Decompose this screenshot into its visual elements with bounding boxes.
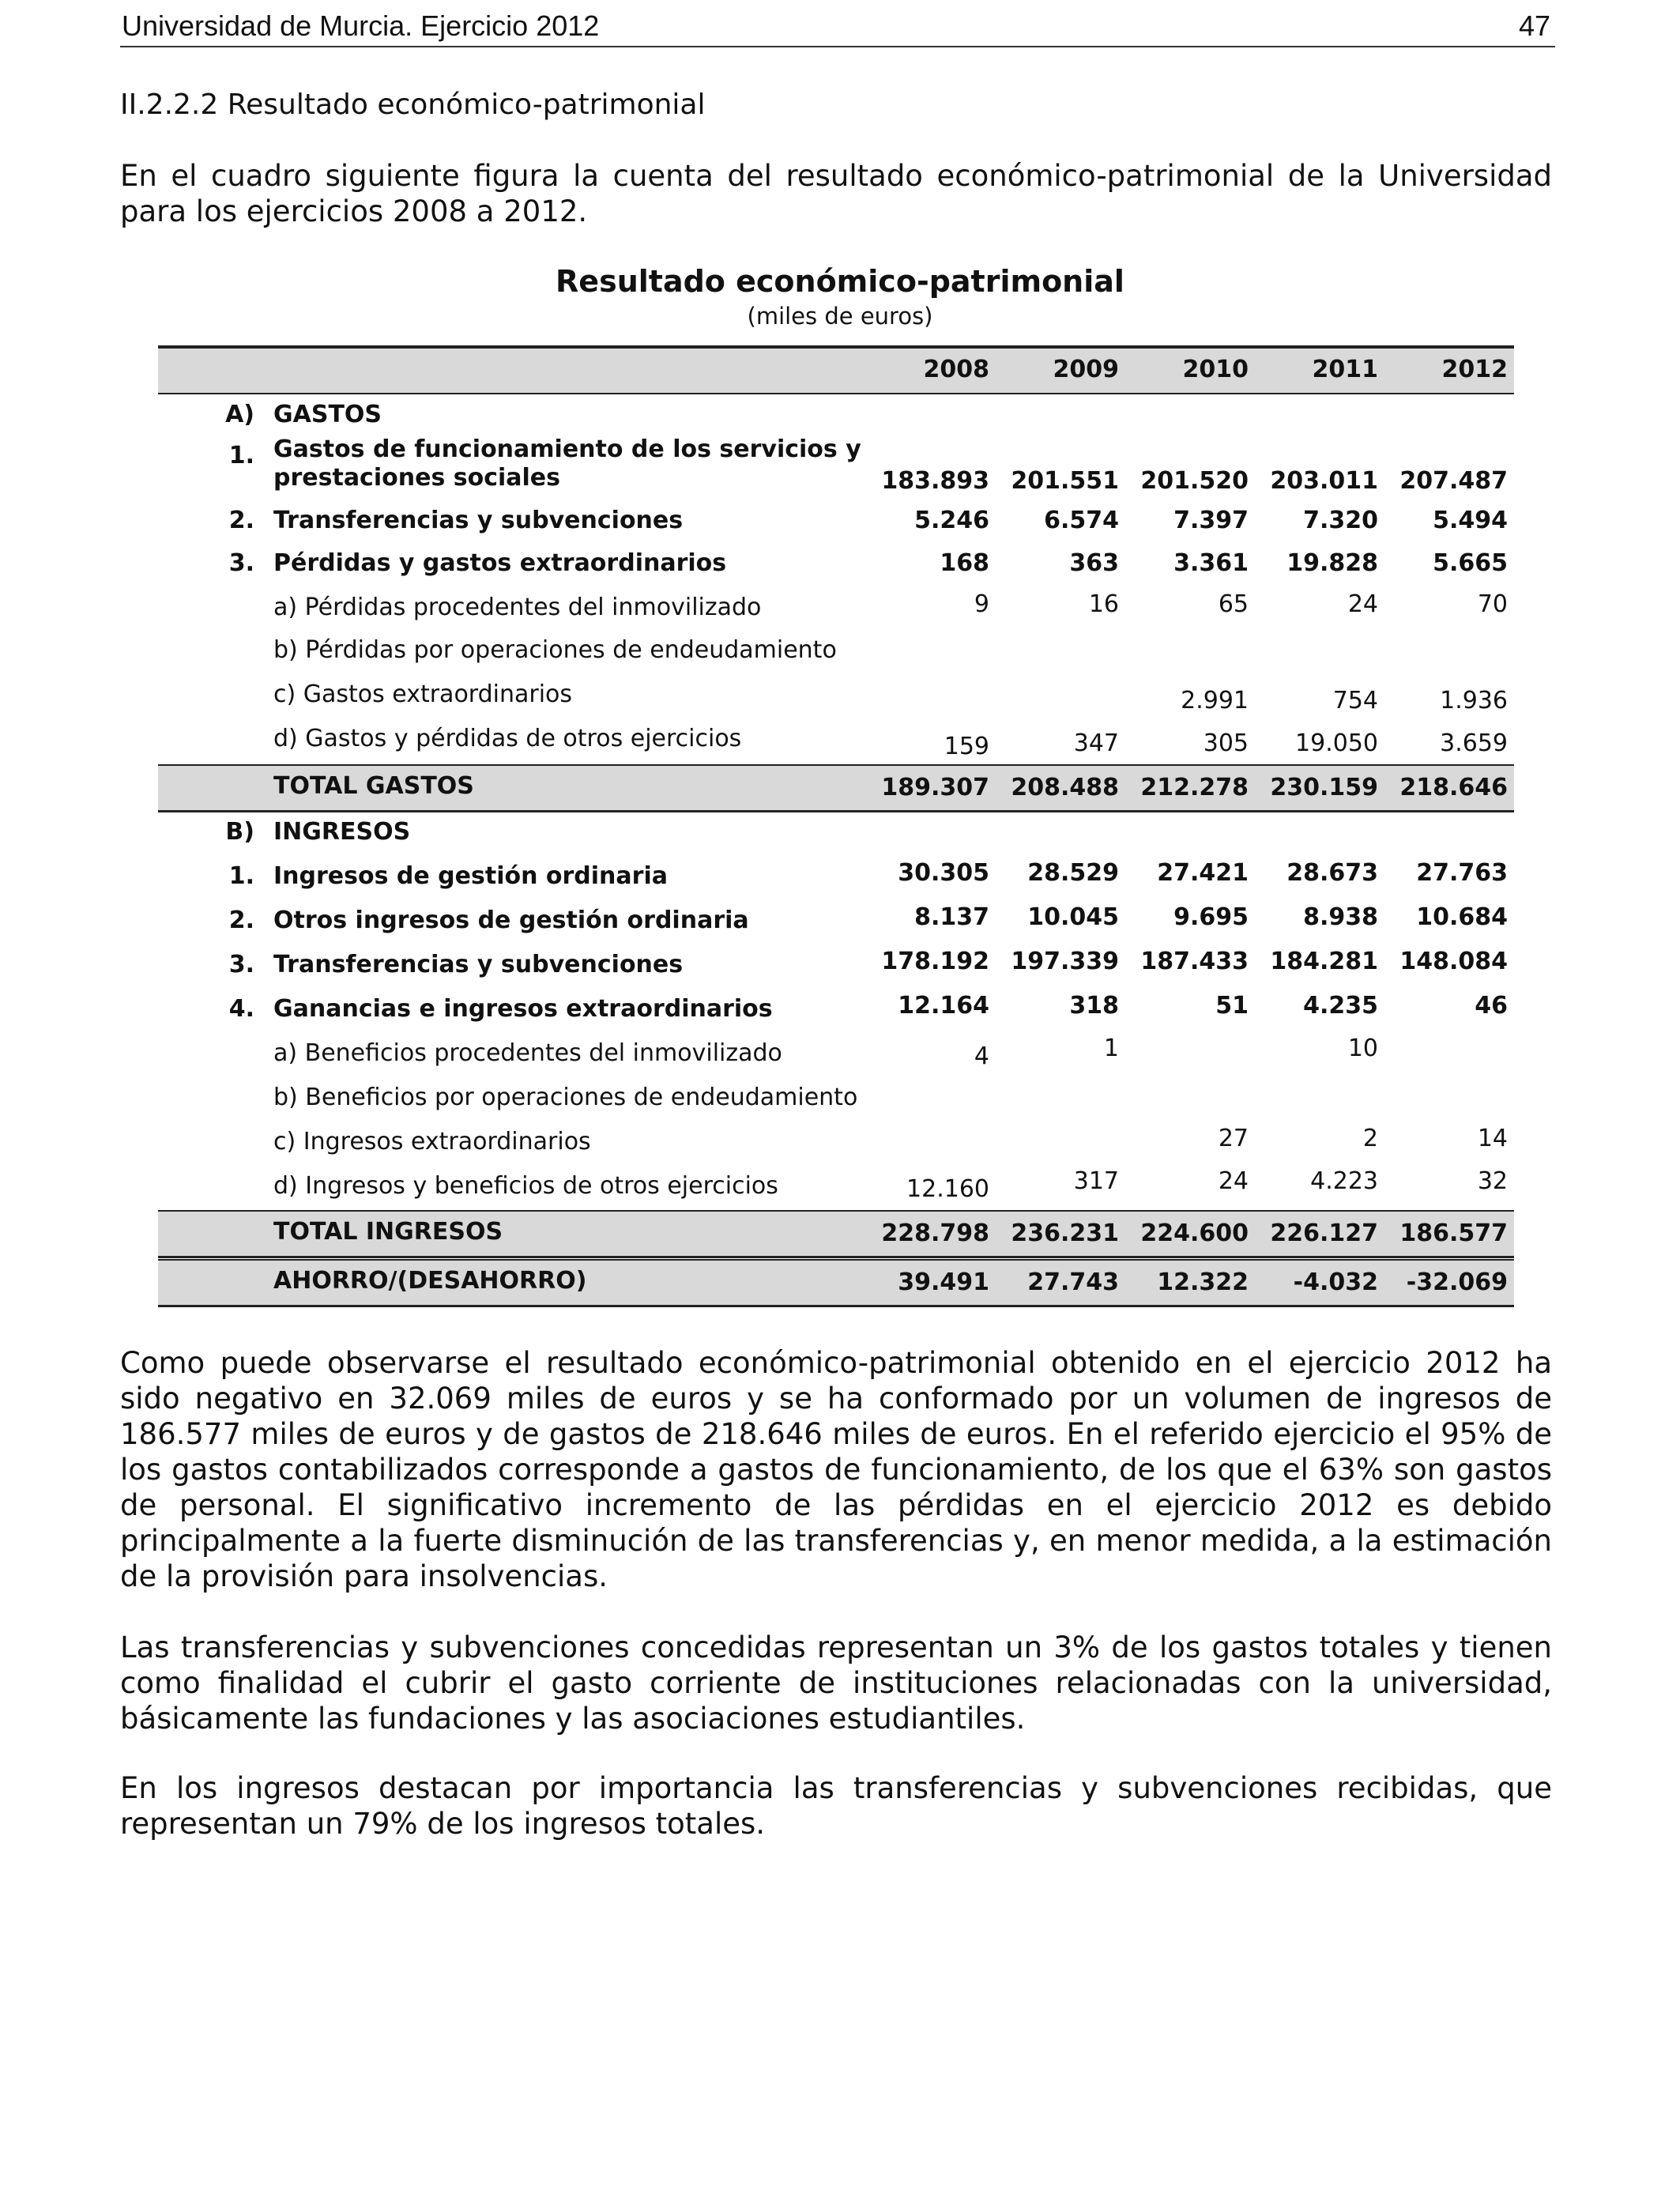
header-title: Universidad de Murcia. Ejercicio 2012	[122, 9, 600, 42]
year-header-2009: 2009	[1053, 356, 1119, 383]
row-number: 3.	[228, 549, 254, 577]
value-2011: 184.281	[1270, 948, 1378, 975]
value-2011: 4.235	[1303, 992, 1378, 1020]
value-2010: 212.278	[1140, 774, 1249, 801]
value-2011: -4.032	[1293, 1269, 1378, 1296]
table-title: Resultado económico-patrimonial	[556, 264, 1124, 299]
value-2010: 51	[1215, 992, 1249, 1020]
row-label: a) Pérdidas procedentes del inmovilizado	[273, 594, 762, 621]
table-row	[158, 500, 1514, 541]
value-2012: 46	[1475, 992, 1508, 1020]
value-2008: 4	[974, 1042, 989, 1070]
table-row	[158, 674, 1514, 715]
value-2010: 224.600	[1140, 1220, 1249, 1247]
row-number: B)	[225, 818, 254, 846]
value-2008: 178.192	[881, 948, 989, 975]
row-number: 2.	[228, 507, 254, 534]
page-number: 47	[1518, 9, 1550, 42]
value-2010: 65	[1218, 590, 1249, 618]
value-2009: 208.488	[1011, 774, 1119, 801]
value-2008: 5.246	[914, 507, 989, 534]
row-number: 1.	[228, 862, 254, 890]
value-2011: 7.320	[1303, 507, 1378, 534]
table-row	[158, 543, 1514, 584]
paragraph-2: Las transferencias y subvenciones concedidas representan un 3% de los gastos totales y tienen como finalidad el cubrir el gasto corriente de instituciones relacionadas con la universidad, básicamente las fundaciones y las asociaciones estudiantiles.	[120, 1630, 1552, 1736]
value-2010: 27.421	[1157, 859, 1249, 887]
value-2010: 201.520	[1140, 467, 1249, 495]
table-row	[158, 1166, 1514, 1208]
value-2008: 8.137	[914, 903, 989, 931]
value-2010: 9.695	[1173, 903, 1249, 931]
value-2009: 347	[1073, 729, 1119, 757]
row-label: c) Ingresos extraordinarios	[273, 1128, 591, 1155]
value-2009: 27.743	[1027, 1269, 1119, 1296]
value-2012: -32.069	[1406, 1269, 1508, 1296]
paragraph-1: Como puede observarse el resultado económico-patrimonial obtenido en el ejercicio 2012 ha sido negativo en 32.069 miles de euros y se ha conformado por un volumen de ingresos de 186.577 miles de euros y de gastos de 218.646 miles de euros. En el referido ejercicio el 95% de los gastos contabilizados corresponde a gastos de funcionamiento, de los que el 63% son gastos de personal. El significativo incremento de las pérdidas en el ejercicio 2012 es debido principalmente a la fuerte disminución de las transferencias y, en menor medida, a la estimación de la provisión para insolvencias.	[120, 1346, 1552, 1593]
row-label: Transferencias y subvenciones	[273, 951, 684, 978]
year-header-2008: 2008	[923, 356, 989, 383]
value-2009: 317	[1073, 1167, 1119, 1195]
value-2008: 159	[944, 733, 989, 760]
value-2008: 9	[974, 590, 989, 618]
table-row	[158, 812, 1514, 851]
table-bottom-rule	[158, 1305, 1514, 1307]
table-row	[158, 989, 1514, 1030]
value-2012: 32	[1477, 1167, 1508, 1195]
value-2008: 189.307	[881, 774, 989, 801]
table-total-row	[158, 1259, 1514, 1307]
value-2011: 203.011	[1270, 467, 1378, 495]
row-label: Ingresos de gestión ordinaria	[273, 862, 668, 890]
value-2012: 10.684	[1416, 903, 1508, 931]
value-2011: 8.938	[1303, 903, 1378, 931]
row-label: Pérdidas y gastos extraordinarios	[273, 549, 727, 577]
value-2011: 226.127	[1270, 1220, 1378, 1247]
value-2008: 168	[940, 549, 989, 577]
value-2009: 197.339	[1011, 948, 1119, 975]
value-2009: 236.231	[1011, 1220, 1119, 1247]
row-number: A)	[225, 401, 254, 428]
row-label: a) Beneficios procedentes del inmovilizado	[273, 1039, 782, 1067]
value-2011: 28.673	[1286, 859, 1378, 887]
value-2012: 186.577	[1399, 1220, 1508, 1247]
value-2008: 39.491	[898, 1269, 989, 1296]
value-2012: 1.936	[1440, 687, 1508, 714]
value-2009: 28.529	[1027, 859, 1119, 887]
row-label: Gastos de funcionamiento de los servicios y	[273, 435, 861, 463]
value-2012: 207.487	[1399, 467, 1508, 495]
row-label: b) Pérdidas por operaciones de endeudamiento	[273, 636, 837, 664]
row-label: TOTAL GASTOS	[273, 772, 474, 800]
value-2010: 187.433	[1140, 948, 1249, 975]
page-header	[120, 6, 1555, 47]
table-row	[158, 1077, 1514, 1118]
row-label: d) Ingresos y beneficios de otros ejercicios	[273, 1172, 778, 1200]
value-2011: 230.159	[1270, 774, 1378, 801]
table-total-row	[158, 764, 1514, 812]
table-row	[158, 587, 1514, 628]
value-2012: 70	[1477, 590, 1508, 618]
value-2012: 14	[1477, 1125, 1508, 1152]
value-2011: 10	[1347, 1035, 1378, 1062]
value-2010: 3.361	[1173, 549, 1249, 577]
value-2009: 10.045	[1027, 903, 1119, 931]
value-2011: 2	[1362, 1125, 1378, 1152]
row-label: INGRESOS	[273, 818, 411, 846]
value-2008: 12.164	[898, 992, 989, 1020]
row-label: AHORRO/(DESAHORRO)	[273, 1267, 587, 1295]
value-2012: 5.665	[1433, 549, 1508, 577]
value-2012: 3.659	[1440, 729, 1508, 757]
table-header-row	[158, 345, 1514, 394]
value-2010: 305	[1203, 729, 1249, 757]
table-row	[158, 856, 1514, 897]
table-subtitle: (miles de euros)	[747, 303, 933, 330]
value-2012: 5.494	[1433, 507, 1508, 534]
table-row	[158, 630, 1514, 669]
value-2012: 27.763	[1416, 859, 1508, 887]
value-2009: 201.551	[1011, 467, 1119, 495]
row-label: d) Gastos y pérdidas de otros ejercicios	[273, 725, 742, 752]
row-label-continued: prestaciones sociales	[273, 464, 561, 492]
value-2009: 6.574	[1044, 507, 1119, 534]
value-2010: 24	[1218, 1167, 1249, 1195]
row-label: Ganancias e ingresos extraordinarios	[273, 995, 773, 1023]
value-2008: 183.893	[881, 467, 989, 495]
value-2009: 363	[1069, 549, 1119, 577]
value-2012: 148.084	[1399, 948, 1508, 975]
value-2010: 7.397	[1173, 507, 1249, 534]
section-title: II.2.2.2 Resultado económico-patrimonial	[120, 89, 706, 121]
table-row	[158, 1033, 1514, 1074]
value-2010: 2.991	[1181, 687, 1249, 714]
row-number: 3.	[228, 951, 254, 978]
value-2011: 19.050	[1295, 729, 1378, 757]
row-label: GASTOS	[273, 401, 382, 428]
year-header-2012: 2012	[1441, 356, 1508, 383]
value-2009: 1	[1103, 1035, 1119, 1062]
row-label: c) Gastos extraordinarios	[273, 680, 573, 708]
year-header-2010: 2010	[1182, 356, 1249, 383]
row-label: Otros ingresos de gestión ordinaria	[273, 907, 749, 934]
intro-paragraph: En el cuadro siguiente figura la cuenta del resultado económico-patrimonial de la Universidad para los ejercicios 2008 a 2012.	[120, 159, 1552, 228]
value-2011: 754	[1332, 687, 1378, 714]
value-2008: 12.160	[906, 1175, 989, 1203]
value-2012: 218.646	[1399, 774, 1508, 801]
paragraph-3: En los ingresos destacan por importancia las transferencias y subvenciones recibidas, que representan un 79% de los ingresos totales.	[120, 1771, 1552, 1841]
table-total-row	[158, 1210, 1514, 1258]
value-2011: 24	[1347, 590, 1378, 618]
value-2009: 16	[1088, 590, 1119, 618]
row-number: 1.	[228, 442, 254, 469]
row-label: Transferencias y subvenciones	[273, 507, 684, 534]
value-2010: 27	[1218, 1125, 1249, 1152]
row-number: 4.	[228, 995, 254, 1023]
table-row	[158, 1122, 1514, 1163]
value-2011: 4.223	[1310, 1167, 1378, 1195]
table-row	[158, 900, 1514, 941]
table-row	[158, 718, 1514, 761]
row-number: 2.	[228, 907, 254, 934]
year-header-2011: 2011	[1312, 356, 1378, 383]
value-2008: 30.305	[898, 859, 989, 887]
table-row	[158, 435, 1514, 497]
value-2010: 12.322	[1157, 1269, 1249, 1296]
value-2008: 228.798	[881, 1220, 989, 1247]
row-label: b) Beneficios por operaciones de endeudamiento	[273, 1084, 858, 1111]
table-row	[158, 394, 1514, 434]
value-2011: 19.828	[1286, 549, 1378, 577]
row-label: TOTAL INGRESOS	[273, 1218, 503, 1246]
value-2009: 318	[1069, 992, 1119, 1020]
table-row	[158, 944, 1514, 986]
